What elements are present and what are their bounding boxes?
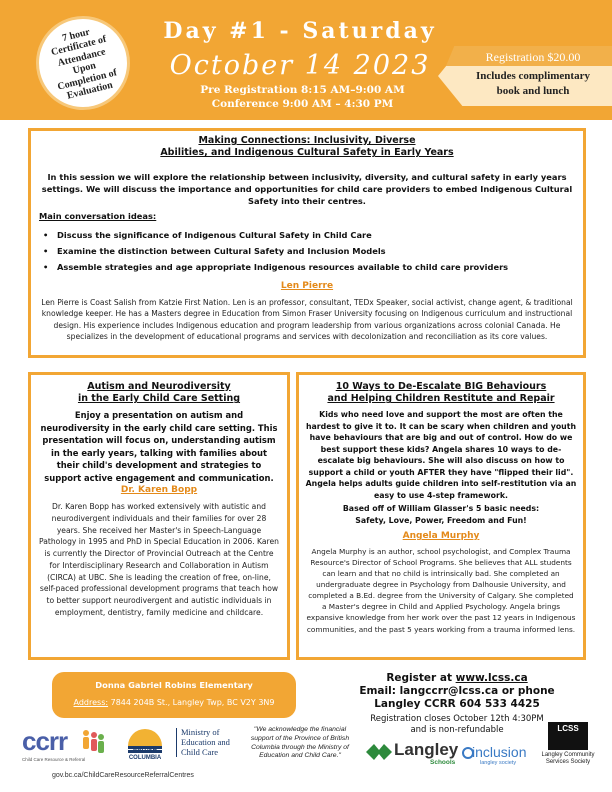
conference-time: Conference 9:00 AM – 4:30 PM [211,97,394,110]
registration-includes-2: book and lunch [496,85,570,97]
ministry-line-2: Education and [181,736,230,747]
session-1-title-line-1: Making Connections: Inclusivity, Diverse [198,135,416,146]
list-item: • Discuss the significance of Indigenous Cultural Safety in Child Care [43,227,508,243]
inclusion-langley-logo [462,744,536,772]
speaker-name: Len Pierre [280,281,334,291]
closes-line-2: and is non-refundable [410,724,504,735]
speaker-name: Angela Murphy [402,531,480,541]
speaker-bio: Len Pierre is Coast Salish from Katzie First Nation. Len is an professor, consultant, TEDx Speaker, social activist, change agent, & traditional knowledge keeper. He has a Masters degree in Education from Simon Fraser University focusing on Indigenous curriculum and instructional design. His experience includes Indigenous education and program leadership from various organizations across colonial Canada. He specializes in the development of educational programs and services with decolonization and reconciliation as its core values. [41,298,573,342]
ministry-wordmark [176,728,242,757]
session-2-title [31,381,287,406]
ccrr-logo-text: ccrr [22,726,68,756]
children-figures-icon [80,728,106,756]
list-item: • Assemble strategies and age appropriate Indigenous resources available to child care providers [43,259,508,275]
session-3-box [296,372,586,660]
list-item: • Examine the distinction between Cultural Safety and Inclusion Models [43,243,508,259]
inclusion-logo-subtitle: langley society [480,760,517,766]
session-1-box [28,128,586,358]
day-title: Day #1 - Saturday [163,18,437,44]
session-2-title-line-1: Autism and Neurodiversity [87,381,231,392]
langley-schools-logo [366,740,459,770]
session-1-description: In this session we will explore the relationship between inclusivity, diversity, and cultural safety in early years settings. We will discuss the importance and opportunities for child care providers to embed Indigenous Cultural Safety into their centres. [41,172,573,207]
session-3-title-line-1: 10 Ways to De-Escalate BIG Behaviours [335,381,547,392]
session-1-title [31,135,583,160]
gov-url[interactable]: gov.bc.ca/ChildCareResourceReferralCentres [52,772,194,779]
register-prefix: Register at [386,672,456,684]
bc-wordmark-line-1: BRITISH [133,748,157,754]
bc-wordmark-line-2: COLUMBIA [128,754,162,761]
ccrr-logo-subtitle: Child Care Resource & Referral [22,757,86,762]
contact-info [322,672,592,711]
session-1-title-line-2: Abilities, and Indigenous Cultural Safety in Early Years [160,147,454,159]
inclusion-logo-text: inclusion [472,744,527,760]
basic-needs-line-1: Based off of William Glasser's 5 basic needs: [342,504,540,513]
bc-wordmark [118,748,172,761]
address-value: 7844 204B St., Langley Twp, BC V2Y 3N9 [110,698,275,707]
session-3-title-line-2: and Helping Children Restitute and Repair [327,393,555,405]
session-2-title-line-2: in the Early Child Care Setting [77,393,241,405]
ideas-heading: Main conversation ideas: [39,211,157,221]
ideas-list [43,227,508,275]
langley-logo-text: Langley [394,740,459,759]
phone-line: Langley CCRR 604 533 4425 [374,698,540,711]
register-link[interactable]: www.lcss.ca [455,672,528,684]
speaker-bio: Dr. Karen Bopp has worked extensively with autistic and neurodivergent individuals and their families for over 28 years. She received her Master's in Speech-Language Pathology in 1995 and PhD in Special Education in 2006. Karen is currently the Director of Provincial Outreach at the Centre for Interdisciplinary Research and Collaboration in Autism (CIRCA) at UBC. She is leading the creation of free, on-line, self-paced professional development programs that teach how to better support neurodivergent and autistic individuals in employment, dentistry, family medicine and childcare. [39,502,279,617]
lcss-logo: LCSS [548,722,588,750]
date-title: October 14 2023 [169,50,431,81]
registration-includes: Includes complimentary [476,70,590,82]
pre-registration-time: Pre Registration 8:15 AM–9:00 AM [200,84,405,96]
speaker-bio: Angela Murphy is an author, school psychologist, and Complex Trauma Resource's Director of School Programs. She believes that ALL students can learn and that no child is intrinsically bad. She completed an undergraduate degree in Psychology from Dalhousie University, and completed a B.Ed. degree from the University of Calgary. She completed a Master's degree in Child and Applied Psychology. Angela brings expansive knowledge from her work over the past 12 years in Indigenous communities, and the past 5 years working from a trauma informed lens. [306,547,576,634]
email-line: Email: langccrr@lcss.ca or phone [359,685,555,698]
session-3-description: Kids who need love and support the most are often the hardest to give it to. It can be scary when children and youth have behaviours that are big and out of control. How do we best support these kids? Angela shares 10 ways to de-escalate big behaviours. She will also discuss on how to support a child or youth AFTER they have "flipped their lid". Angela helps adults guide children into self-restitution via an easy to use 4-step framework. [305,410,577,500]
ministry-line-1: Ministry of [181,727,220,737]
langley-logo-subtitle: Schools [430,759,456,766]
venue-name: Donna Gabriel Robins Elementary [95,680,253,690]
funding-acknowledgement: "We acknowledge the financial support of the Province of British Columbia through the Ministry of Education and Child Care." [250,726,350,760]
ministry-line-3: Child Care [181,746,219,757]
registration-price: Registration $20.00 [485,50,581,64]
session-2-description: Enjoy a presentation on autism and neurodiversity in the early child care setting. This presentation will focus on, understanding autism in the early years, talking with families about their child's development and strategies to support active engagement and communication. [40,410,278,484]
session-3-title [299,381,583,406]
venue-box [52,672,296,718]
event-times [180,84,425,111]
address-label: Address: [73,698,109,707]
langley-mark-icon [366,742,392,762]
speaker-name: Dr. Karen Bopp [120,485,198,495]
closes-line-1: Registration closes October 12th 4:30PM [370,714,544,724]
certificate-text: 7 hour Certificate of Attendance Upon Completion of Evaluation [50,26,118,102]
basic-needs-line-2: Safety, Love, Power, Freedom and Fun! [355,515,527,525]
lcss-logo-subtitle: Langley Community Services Society [541,752,595,766]
register-line [322,672,592,685]
venue-address [52,698,296,707]
session-2-box [28,372,290,660]
basic-needs [305,503,577,526]
